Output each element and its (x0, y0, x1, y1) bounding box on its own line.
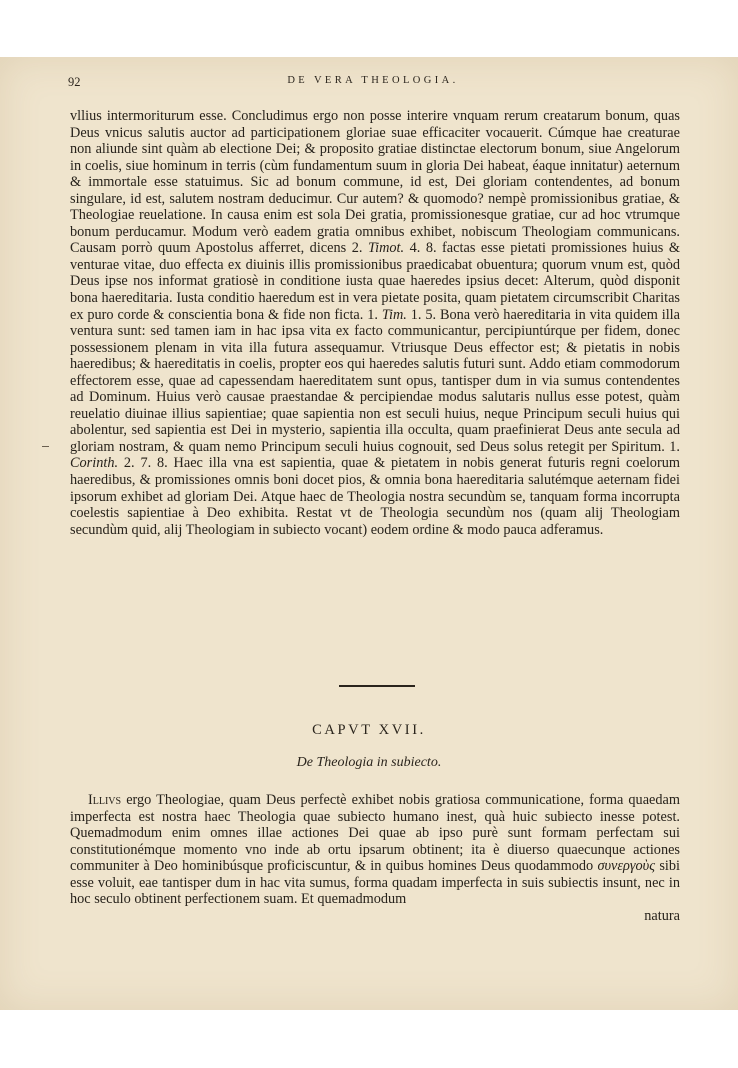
chapter-heading: CAPVT XVII. (312, 722, 426, 738)
text-run: 4. 8. factas esse pietati promissiones huius & venturae vitae, duo effecta ex diuinis illis promissionibus praedicabat obuentura; quorum vnum est, quòd Deus ipse nos informat gratiosè in conditione iusta quae haeredes ipsius decet: Alterum, quòd disponit bona haereditaria. Iusta conditio haeredum est in vera pietate posita, quam pietatem circumscribit Charitas ex puro corde & conscientia bona & fide non ficta. 1. (70, 240, 680, 323)
body-paragraph (70, 108, 680, 538)
citation-ref: Timot. (367, 240, 405, 257)
text-run: sibi esse voluit, eae tantisper dum in hac vita sumus, forma quadam imperfecta in suis subiectis insunt, nec in hoc seculo obtinent perfectionem suam. Et quemadmodum (70, 858, 680, 908)
chapter-paragraph (70, 792, 680, 924)
initial-word: Illivs (88, 792, 122, 808)
running-title: DE VERA THEOLOGIA. (287, 75, 459, 86)
page-number: 92 (68, 75, 81, 89)
text-run: vllius intermoriturum esse. Concludimus ergo non posse interire vnquam rerum creatarum bonum, quas Deus vnicus salutis auctor ad participationem gloriae suae efficaciter vocauerit. Cúmque hae creaturae non aliunde sint quàm ab electione Dei; & proposito gratiae distinctae electorum bonum, siue Angelorum in coelis, siue hominum in terris (cùm fundamentum suum in gloria Dei habeat, éaque innitatur) aeternum & immortale esse statuimus. Sic ad bonum commune, id est, Dei gloriam contendentes, ad bonum singulare, id est, salutem nostram deducimur. Cur autem? & quomodo? nempè promissionibus gratiae, & Theologiae reuelatione. In causa enim est sola Dei gratia, promissionesque gratiae, cur ad hoc vtrumque bonum perducamur. Modum verò eadem gratia omnibus exhibet, nobiscum Theologiam communicans. Causam porrò quum Apostolus afferret, dicens 2. (70, 108, 680, 257)
running-head (68, 75, 678, 91)
chapter-subtitle: De Theologia in subiecto. (296, 755, 442, 770)
text-run: ergo Theologiae, quam Deus perfectè exhibet nobis gratiosa communicatione, forma quaedam imperfecta est nostra haec Theologia quae subiecto humano inest, quà huic subiecto inesse potest. Quemadmodum enim omnes illae actiones Dei quae ab ipso purè sunt formam perfectam sui constitutionémque momento vno inde ab ortu ipsarum obtinent; ita è diuerso quaecunque actiones communiter à Deo hominibúsque proficiscuntur, & in quibus homines Deus quodammodo (70, 792, 680, 875)
greek-word: συνεργοὺς (597, 858, 656, 875)
citation-ref: Tim. (381, 306, 407, 323)
catchword: natura (644, 907, 680, 924)
margin-mark (42, 446, 49, 447)
text-run: 1. 5. Bona verò haereditaria in vita quidem illa ventura sunt: sed tamen iam in hac ipsa vita ex facto communicantur, percipiuntúrque per fidem, donec possessionem plenam in vita illa futura assequamur. Vtriusque Deus effector est; & pietatis in nobis haeredibus; & haereditatis in coelis, propter eos qui haeredes salutis futuri sunt. Addo etiam commodorum effectorem esse, quae ad capessendam haereditatem sunt opus, tantisper dum in via sumus contendentes ad Dominum. Huius verò causae praestandae & percipiendae modus salutaris nullus esse potest, quàm reuelatio diuinae illius sapientiae; quae sapientia non est seculi huius, neque Principum seculi huius qui abolentur, sed sapientia est Dei in mysterio, sapientia illa occulta, quam praefinierat Deus ante secula ad gloriam nostram, & quam nemo Principum seculi huius cognouit, sed Deus solus retegit per Spiritum. 1. (70, 306, 680, 455)
section-divider (339, 685, 415, 687)
citation-ref: Corinth. (70, 455, 119, 472)
text-run: 2. 7. 8. Haec illa vna est sapientia, quae & pietatem in nobis generat futuris regni coelorum haeredibus, & promissiones omnis boni docet pios, & omnia bona haereditaria salutémque aeternam fidei ipsorum exhibet ad gloriam Dei. Atque haec de Theologia nostra secundùm se, tanquam forma incorrupta coelestis sapientiae à Deo exhibita. Restat vt de Theologia secundùm nos (quam alij Theologiam secundùm quid, alij Theologiam in subiecto vocant) eodem ordine & modo pauca adferamus. (70, 455, 680, 538)
